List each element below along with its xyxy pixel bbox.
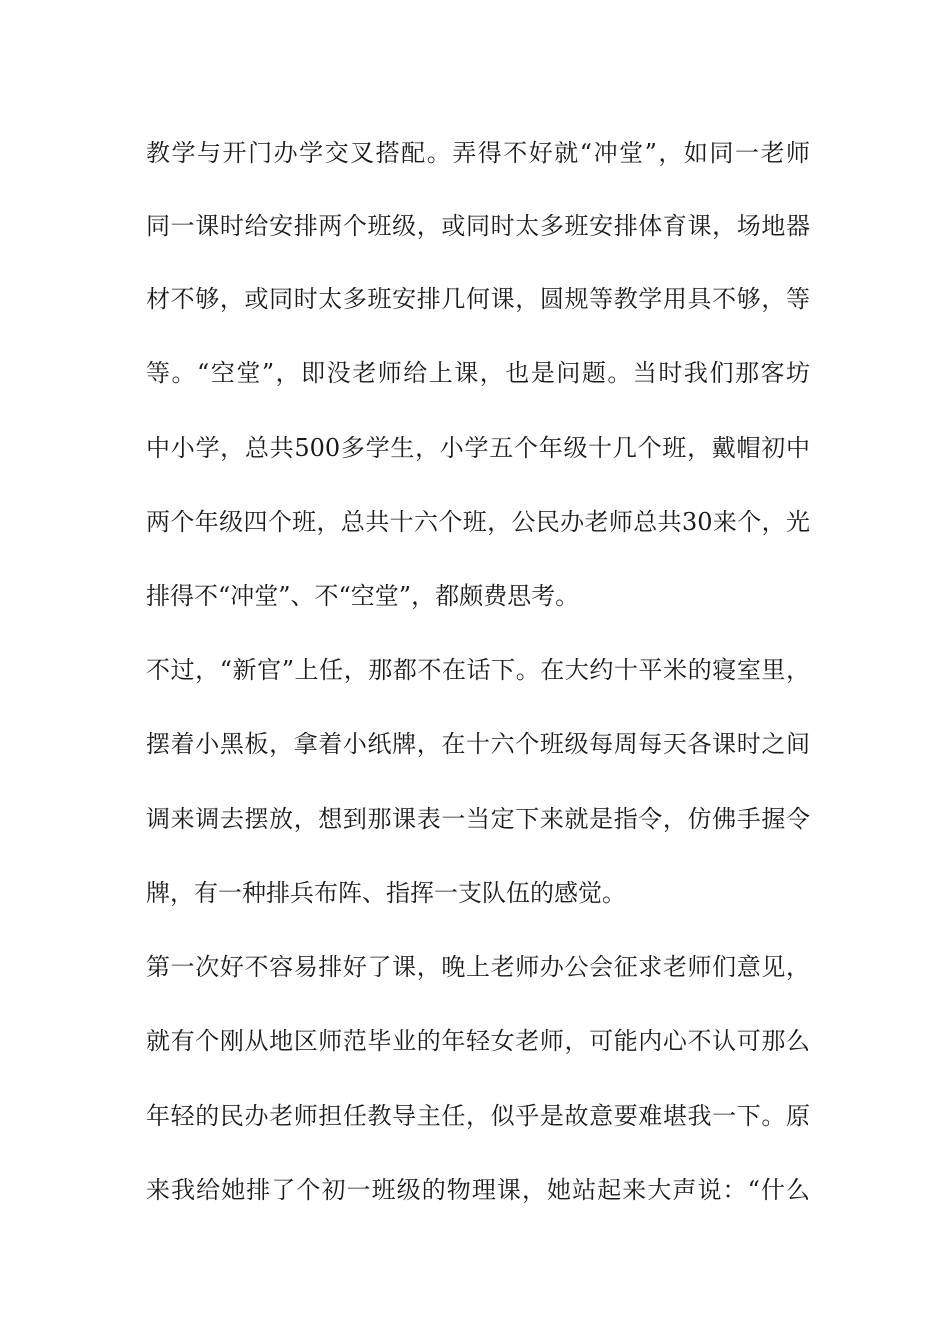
text-line-1: 教学与开门办学交叉搭配。弄得不好就“冲堂”，如同一老师 — [146, 139, 810, 167]
text-line-15: 来我给她排了个初一班级的物理课，她站起来大声说：“什么 — [146, 1176, 810, 1204]
text-line-8: 不过，“新官”上任，那都不在话下。在大约十平米的寝室里， — [146, 656, 810, 684]
text-line-2: 同一课时给安排两个班级，或同时太多班安排体育课，场地器 — [146, 212, 810, 240]
text-line-10: 调来调去摆放，想到那课表一当定下来就是指令，仿佛手握令 — [146, 805, 810, 833]
text-line-11: 牌，有一种排兵布阵、指挥一支队伍的感觉。 — [146, 879, 626, 907]
text-line-9: 摆着小黑板，拿着小纸牌，在十六个班级每周每天各课时之间 — [146, 730, 810, 758]
text-line-13: 就有个刚从地区师范毕业的年轻女老师，可能内心不认可那么 — [146, 1027, 810, 1055]
text-line-14: 年轻的民办老师担任教导主任，似乎是故意要难堪我一下。原 — [146, 1102, 810, 1130]
text-line-7: 排得不“冲堂”、不“空堂”，都颇费思考。 — [146, 582, 580, 610]
text-line-6: 两个年级四个班，总共十六个班，公民办老师总共30来个，光 — [146, 508, 810, 536]
text-line-12: 第一次好不容易排好了课，晚上老师办公会征求老师们意见， — [146, 953, 810, 981]
text-line-3: 材不够，或同时太多班安排几何课，圆规等教学用具不够，等 — [146, 285, 810, 313]
text-line-5: 中小学，总共500多学生，小学五个年级十几个班，戴帽初中 — [146, 434, 810, 462]
text-line-4: 等。“空堂”，即没老师给上课，也是问题。当时我们那客坊 — [146, 359, 810, 387]
